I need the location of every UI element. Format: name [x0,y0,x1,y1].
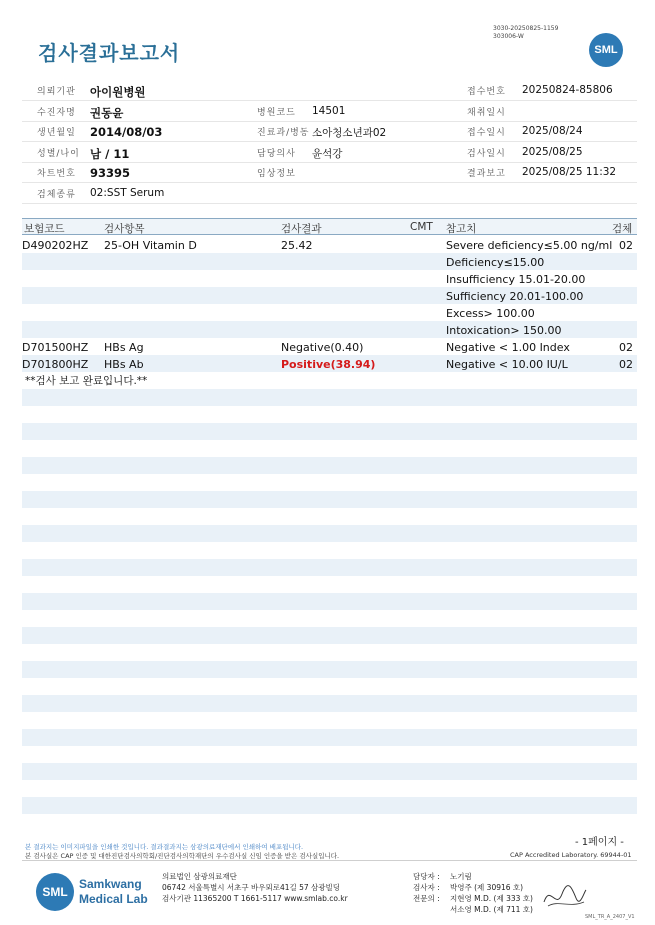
staff-name: 지현영 M.D. (제 333 호) [450,894,533,903]
table-row [22,306,637,323]
table-row [22,289,637,306]
dept-value: 소아청소년과02 [312,127,387,139]
table-stripe [22,627,637,644]
table-row [22,238,637,255]
page-title: 검사결과보고서 [38,41,181,65]
hospital-label: 의뢰기관 [37,87,76,97]
form-code: SML_TR_A_2407_V1 [585,914,635,920]
row-spec: 02 [619,341,633,354]
document-code [493,25,558,41]
col-item: 검사항목 [104,223,145,235]
row-ref: Deficiency≤15.00 [446,256,545,269]
header-row-6 [22,183,637,204]
row-code: D490202HZ [22,239,89,252]
header-row-2 [22,101,637,122]
chart-label: 차트번호 [37,169,76,179]
staff-role: 전문의 : [413,894,440,903]
row-result-positive: Positive(38.94) [281,358,376,371]
hospital-value: 아이원병원 [90,85,146,99]
table-stripe [22,491,637,508]
table-stripe [22,797,637,814]
row-ref: Excess> 100.00 [446,307,535,320]
row-spec: 02 [619,358,633,371]
table-stripe [22,695,637,712]
page-number: - 1페이지 - [575,837,624,848]
table-stripe [22,559,637,576]
sex-age-value: 남 / 11 [90,147,130,161]
table-stripe [22,457,637,474]
disclaimer-accreditation: 본 검사실은 CAP 인증 및 대한진단검사의학회/진단검사의학재단의 우수검사실 신임 인증을 받은 검사실입니다. [25,852,340,860]
row-result: 25.42 [281,239,313,252]
header-row-1 [22,80,637,101]
specimen-value: 02:SST Serum [90,187,165,199]
disclaimer-print: 본 결과지는 이미지파일을 인쇄한 것입니다. 결과결과지는 삼광의료재단에서 인쇄하여 배포됩니다. [25,843,304,851]
report-date-label: 결과보고 [467,169,506,179]
sex-age-label: 성별/나이 [37,149,80,159]
row-spec: 02 [619,239,633,252]
sml-circle-icon: SML [36,873,74,911]
dept-label: 진료과/병동 [257,128,310,138]
table-row [22,357,637,374]
receipt-date-value: 2025/08/24 [522,125,583,137]
col-code: 보험코드 [24,223,65,235]
footer-divider [22,860,637,861]
cap-accreditation: CAP Accredited Laboratory. 69944-01 [510,851,632,859]
row-item: HBs Ag [104,341,144,354]
table-stripe [22,661,637,678]
signature-icon [540,880,588,912]
sml-logo-icon: SML [589,33,623,67]
logo-line1: Samkwang [79,877,142,891]
receipt-no-label: 접수번호 [467,87,506,97]
table-row [22,340,637,357]
row-ref: Sufficiency 20.01-100.00 [446,290,584,303]
row-ref: Insufficiency 15.01-20.00 [446,273,586,286]
staff-name: 박영주 (제 30916 호) [450,883,524,892]
collect-date-label: 채취일시 [467,108,506,118]
dob-label: 생년월일 [37,128,76,138]
results-table-header [22,218,637,235]
row-result: Negative(0.40) [281,341,364,354]
header-row-5 [22,162,637,183]
org-address: 06742 서울특별시 서초구 바우뫼로41길 57 삼광빌딩 [162,883,341,892]
doctor-value: 윤석강 [312,148,343,160]
header-row-3 [22,121,637,142]
row-ref: Negative < 10.00 IU/L [446,358,568,371]
row-ref: Intoxication> 150.00 [446,324,562,337]
header-row-4 [22,142,637,163]
staff-name: 노기림 [450,872,472,881]
col-result: 검사결과 [281,223,322,235]
row-item: HBs Ab [104,358,144,371]
report-date-value: 2025/08/25 11:32 [522,166,617,178]
row-ref: Negative < 1.00 Index [446,341,570,354]
col-ref: 참고치 [446,223,477,235]
table-row [22,272,637,289]
patient-value: 권동윤 [90,106,124,120]
row-code: D701800HZ [22,358,89,371]
doc-code-line2: 303006-W [493,33,524,40]
receipt-date-label: 접수일시 [467,128,506,138]
table-stripe [22,729,637,746]
table-stripe [22,763,637,780]
col-cmt: CMT [410,221,433,233]
org-contact: 검사기관 11365200 T 1661-5117 www.smlab.co.kr [162,894,348,903]
table-stripe [22,389,637,406]
table-stripe [22,593,637,610]
staff-role: 담당자 : [413,872,440,881]
row-code: D701500HZ [22,341,89,354]
table-stripe [22,423,637,440]
table-stripe [22,525,637,542]
col-spec: 검체 [612,223,633,235]
test-date-label: 검사일시 [467,149,506,159]
report-complete-note: **검사 보고 완료입니다.** [25,375,148,387]
org-name: 의료법인 삼광의료재단 [162,872,237,881]
receipt-no-value: 20250824-85806 [522,84,613,96]
staff-name: 서소영 M.D. (제 711 호) [450,905,533,914]
staff-role: 검사자 : [413,883,440,892]
table-row [22,323,637,340]
chart-value: 93395 [90,166,131,180]
dob-value: 2014/08/03 [90,125,163,139]
table-row [22,255,637,272]
hospcode-label: 병원코드 [257,108,296,118]
row-ref: Severe deficiency≤5.00 ng/ml [446,239,613,252]
logo-line2: Medical Lab [79,892,148,906]
patient-label: 수진자명 [37,108,76,118]
clinical-label: 임상정보 [257,169,296,179]
doc-code-line1: 3030-20250825-1159 [493,25,559,32]
test-date-value: 2025/08/25 [522,146,583,158]
row-item: 25-OH Vitamin D [104,239,197,252]
doctor-label: 담당의사 [257,149,296,159]
hospcode-value: 14501 [312,105,346,117]
specimen-label: 검체종류 [37,190,76,200]
